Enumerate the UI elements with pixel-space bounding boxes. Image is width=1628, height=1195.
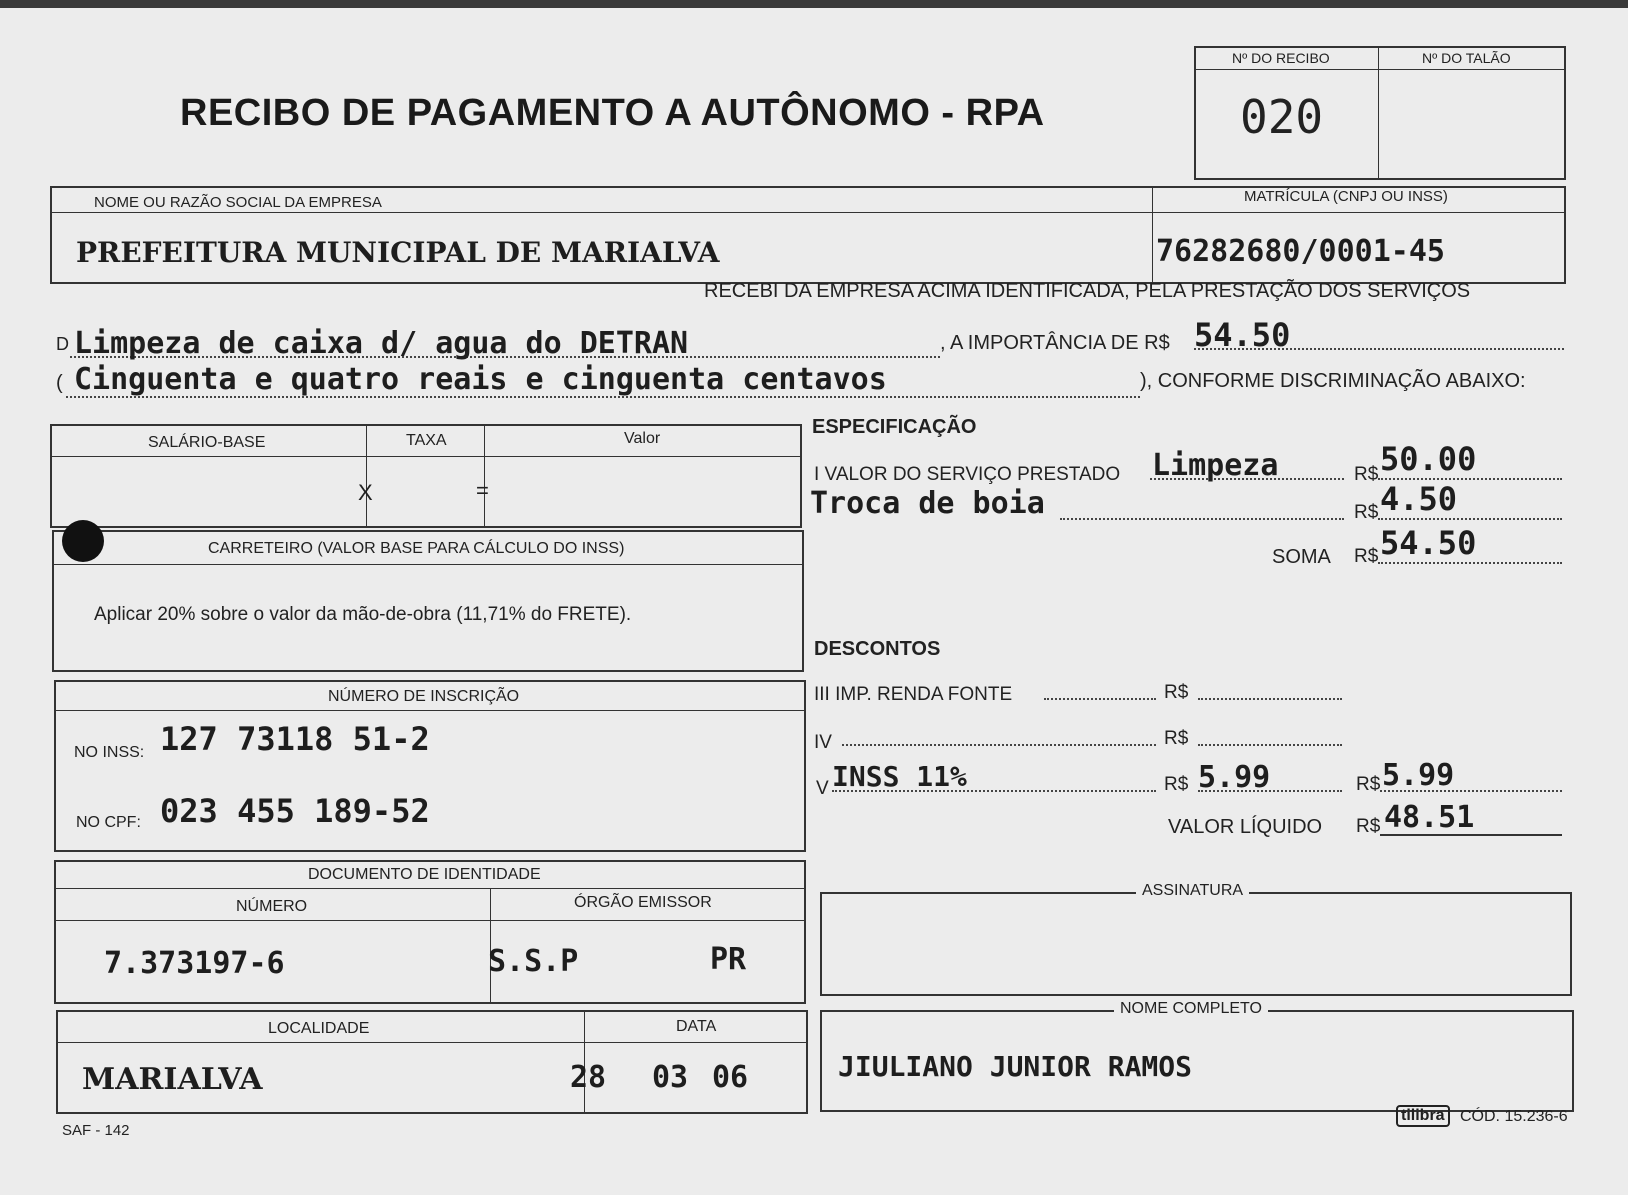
signature-box [820, 892, 1572, 996]
date-month: 03 [652, 1060, 689, 1095]
net-value: 48.51 [1384, 800, 1475, 835]
spec-line2-currency: R$ [1354, 502, 1379, 523]
inss-label: NO INSS: [74, 744, 145, 761]
full-name-label: NOME COMPLETO [1114, 1000, 1268, 1018]
sum-label: SOMA [1272, 546, 1331, 568]
receipt-number-label: Nº DO RECIBO [1232, 50, 1330, 66]
sum-value: 54.50 [1380, 524, 1477, 562]
registration-numbers-label: NÚMERO DE INSCRIÇÃO [328, 688, 520, 705]
carreteiro-text: Aplicar 20% sobre o valor da mão-de-obra (11,71% do FRETE). [94, 604, 632, 625]
salary-label: SALÁRIO-BASE [148, 434, 266, 451]
times-sign: X [358, 480, 373, 505]
inss-number: 127 73118 51-2 [160, 720, 430, 758]
form-code: SAF - 142 [62, 1122, 130, 1139]
iv-label: IV [814, 732, 832, 753]
spec-line1-value: 50.00 [1380, 440, 1477, 478]
net-value-currency: R$ [1356, 816, 1381, 837]
carreteiro-label: CARRETEIRO (VALOR BASE PARA CÁLCULO DO INSS) [208, 540, 625, 557]
date-year: 06 [712, 1060, 749, 1095]
full-name: JIULIANO JUNIOR RAMOS [838, 1050, 1193, 1083]
specification-heading: ESPECIFICAÇÃO [812, 416, 977, 438]
de-prefix: D [56, 334, 69, 354]
cpf-label: NO CPF: [76, 814, 141, 831]
date-day: 28 [570, 1060, 607, 1095]
open-paren: ( [56, 372, 63, 394]
product-code: CÓD. 15.236-6 [1460, 1108, 1568, 1125]
signature-label: ASSINATURA [1136, 882, 1249, 900]
sum-currency: R$ [1354, 546, 1379, 567]
cpf-number: 023 455 189-52 [160, 792, 430, 830]
id-number-label: NÚMERO [236, 898, 308, 915]
iv-currency: R$ [1164, 728, 1189, 749]
receipt-number: 020 [1240, 90, 1324, 144]
value-label: Valor [624, 430, 661, 447]
punch-hole-icon [62, 520, 104, 562]
discounts-heading: DESCONTOS [814, 638, 941, 660]
rate-label: TAXA [406, 432, 447, 449]
inss-discount-value: 5.99 [1198, 760, 1271, 795]
location-label: LOCALIDADE [268, 1020, 370, 1037]
v-currency: R$ [1164, 774, 1189, 795]
spec-line1-desc: Limpeza [1152, 448, 1279, 483]
spec-line2-desc: Troca de boia [810, 486, 1045, 521]
registration-label: MATRÍCULA (CNPJ OU INSS) [1244, 188, 1448, 205]
id-document-label: DOCUMENTO DE IDENTIDADE [308, 866, 541, 883]
id-issuer-label: ÓRGÃO EMISSOR [574, 894, 712, 911]
service-label: I VALOR DO SERVIÇO PRESTADO [814, 464, 1121, 485]
receipt-form [0, 8, 1628, 1195]
registration-number: 76282680/0001-45 [1156, 234, 1445, 269]
amount-label: , A IMPORTÂNCIA DE R$ [940, 332, 1170, 354]
spec-line1-currency: R$ [1354, 464, 1379, 485]
equals-sign: = [476, 478, 489, 503]
location-value: MARIALVA [82, 1062, 263, 1097]
amount-in-words: Cinguenta e quatro reais e cinguenta centavos [74, 362, 887, 397]
stub-number-label: Nº DO TALÃO [1422, 50, 1511, 66]
date-label: DATA [676, 1018, 717, 1035]
company-name: PREFEITURA MUNICIPAL DE MARIALVA [76, 236, 720, 269]
company-name-label: NOME OU RAZÃO SOCIAL DA EMPRESA [94, 194, 382, 211]
net-value-label: VALOR LÍQUIDO [1168, 816, 1323, 838]
id-issuer-state: PR [710, 942, 747, 977]
spec-line2-value: 4.50 [1380, 480, 1458, 518]
service-description: Limpeza de caixa d/ agua do DETRAN [74, 326, 689, 361]
inss-discount-total: 5.99 [1382, 758, 1455, 793]
amount-value: 54.50 [1194, 316, 1291, 354]
income-tax-label: III IMP. RENDA FONTE [814, 684, 1013, 705]
v-label: V [816, 778, 829, 799]
id-issuer: S.S.P [488, 944, 579, 979]
tilibra-logo: tilibra [1396, 1105, 1450, 1127]
conformity-text: ), CONFORME DISCRIMINAÇÃO ABAIXO: [1140, 370, 1526, 392]
income-tax-currency: R$ [1164, 682, 1189, 703]
inss-discount-desc: INSS 11% [832, 760, 967, 793]
id-number: 7.373197-6 [104, 946, 285, 981]
form-title: RECIBO DE PAGAMENTO A AUTÔNOMO - RPA [180, 92, 1045, 134]
v-total-currency: R$ [1356, 774, 1381, 795]
received-text: RECEBI DA EMPRESA ACIMA IDENTIFICADA, PELA PRESTAÇÃO DOS SERVIÇOS [704, 280, 1471, 302]
